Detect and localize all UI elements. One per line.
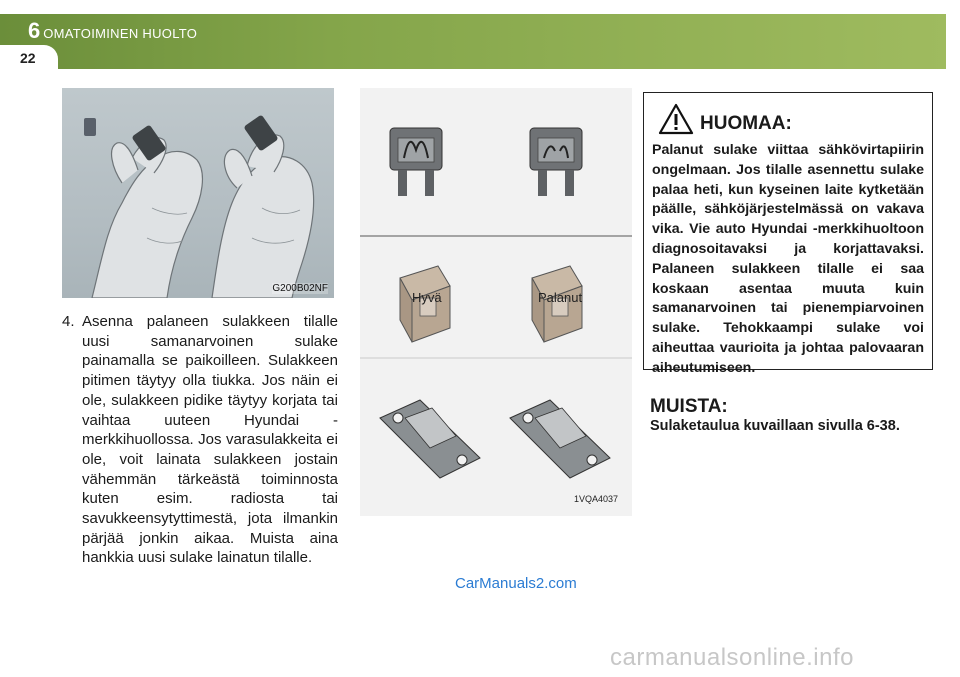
fuse-insertion-photo [62,88,334,298]
hands-illustration [62,88,334,298]
good-mini-fuse [390,128,442,196]
warning-title: HUOMAA: [700,113,792,134]
step-text: Asenna palaneen sulakkeen tilalle uusi samanarvoinen sulake painamalla se paikoilleen. Sulakkeen pitimen täytyy olla tiukka. Jos näin ei ole, sulakkeen pidike täytyy korjata tai vaihtaa uuteen Hyundai -merkkihuollossa. Jos varasulakkeita ei ole, voit lainata sulakkeen jostain vähemmän tärkeästä toiminnosta kuten esim. radiosta tai savukkeensytyttimestä, jota ilmankin pärjää jonkin aikaa. Muista aina hankkia uusi sulake lainatun tilalle. [82,313,338,567]
instruction-step-4 [62,312,338,568]
fuse-illustrations [360,88,632,516]
blown-fuse-label: Palanut [538,290,583,305]
warning-text: Palanut sulake viittaa sähkövirtapiirin ongelmaan. Jos tilalle asennettu sulake palaa heti, kun kyseinen laite kytketään päälle, sähköjärjestelmässä on vakava vika. Vie auto Hyundai -merkkihuoltoon diagnosoitavaksi ja korjattavaksi. Palaneen sulakkeen tilalle ei saa koskaan asentaa muuta kuin samanarvoinen tai pienempiarvoinen sulake. Tehokkaampi sulake voi aiheuttaa vaurioita ja johtaa palovaaran aiheutumiseen. [652,142,924,376]
carmanuals-watermark-link[interactable]: CarManuals2.com [455,575,577,592]
note-title: MUISTA: [650,396,728,417]
fuse-panel-code: 1VQA4037 [574,494,619,504]
site-watermark: carmanualsonline.info [610,644,854,671]
blown-mini-fuse [530,128,582,196]
section-number: 6 [28,18,41,43]
photo-code: G200B02NF [272,283,328,294]
section-title [28,18,197,44]
good-fuse-label: Hyvä [412,290,442,305]
warning-heading [658,99,924,139]
warning-triangle-icon [658,103,694,135]
blown-bolt-fuse [510,400,610,478]
page-number: 22 [20,50,36,66]
section-name: OMATOIMINEN HUOLTO [43,26,198,41]
warning-box [643,92,933,376]
fuse-comparison-panel [360,88,632,516]
note-text: Sulaketaulua kuvaillaan sivulla 6-38. [650,418,900,434]
good-bolt-fuse [380,400,480,478]
step-number: 4. [62,313,75,330]
